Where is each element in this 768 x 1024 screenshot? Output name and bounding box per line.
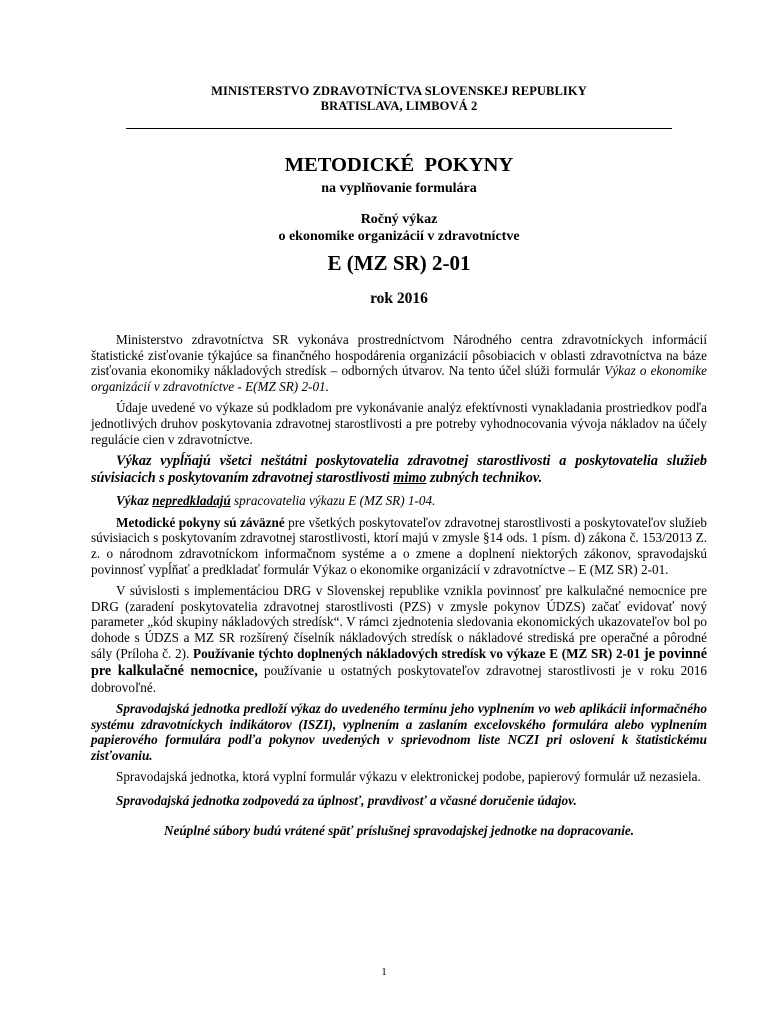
paragraph-purpose: Údaje uvedené vo výkaze sú podkladom pre vykonávanie analýz efektívnosti vynakladania prostriedkov podľa jednotlivých druhov poskytovania zdravotnej starostlivosti a pre potreby vyhodnocovania vývoja nákladov na účely regulácie cien v zdravotníctve.	[91, 400, 707, 447]
binding-text: pre všetkých poskytovateľov zdravotnej starostlivosti a poskytovateľov služieb súvisiacich s poskytovaním zdravotnej starostlivosti, ktorí majú v zmysle §14 ods. 1 písm. d) zákona č. 153/2013 Z. z. o národnom zdravotníckom informačnom systéme a o zmene a doplnení niektorých zákonov, spravodajskú povinnosť vypĺňať a predkladať formulár Výkaz o ekonomike organizácií v zdravotníctve – E (MZ SR) 2-01.	[91, 514, 708, 577]
who-fills-text-b: zubných technikov.	[426, 470, 543, 487]
who-fills-text-a: Výkaz vypĺňajú všetci neštátni poskytovatelia zdravotnej starostlivosti a poskytovatelia služieb súvisiacich s poskytovaním zdravotnej starostlivosti	[91, 453, 707, 487]
page-number: 1	[381, 966, 387, 978]
who-not-underlined: nepredkladajú	[152, 493, 231, 509]
paragraph-electronic: Spravodajská jednotka, ktorá vyplní formulár výkazu v elektronickej podobe, papierový formulár už nezasiela.	[116, 769, 701, 785]
document-page	[91, 84, 707, 838]
paragraph-submission: Spravodajská jednotka predloží výkaz do uvedeného termínu jeho vyplnením vo web aplikácii informačného systému zdravotníckych indikátorov (ISZI), vyplnením a zaslaním excelovského formulára alebo vyplnením papierového formulára podľa pokynov uvedených v sprievodnom liste NCZI pri oslovení k štatistickému zisťovaniu.	[91, 701, 707, 763]
paragraph-incomplete: Neúplné súbory budú vrátené späť príslušnej spravodajskej jednotke na dopracovanie.	[163, 822, 635, 838]
paragraph-binding	[91, 515, 707, 577]
who-not-text-b: spracovatelia výkazu E (MZ SR) 1-04.	[230, 493, 436, 509]
form-code: E (MZ SR) 2-01	[327, 251, 471, 275]
report-name-line1: Ročný výkaz	[360, 212, 438, 227]
who-not-text-a: Výkaz	[116, 493, 153, 509]
paragraph-who-not	[91, 493, 707, 509]
paragraph-responsibility: Spravodajská jednotka zodpovedá za úplnosť, pravdivosť a včasné doručenie údajov.	[116, 793, 577, 809]
ministry-name: MINISTERSTVO ZDRAVOTNÍCTVA SLOVENSKEJ REPUBLIKY	[211, 84, 587, 98]
paragraph-who-fills	[91, 453, 707, 487]
binding-bold: Metodické pokyny sú záväzné	[116, 514, 285, 530]
paragraph-intro	[91, 332, 707, 394]
paragraph-drg	[91, 583, 707, 695]
drg-bold-2: je povinné pre kalkulačné nemocnice,	[91, 645, 707, 679]
drg-text: V súvislosti s implementáciou DRG v Slovenskej republike vznikla povinnosť pre kalkulačné nemocnice pre DRG (zaradení poskytovatelia zdravotnej starostlivosti (PZS) v zmysle pokynov ÚDZS) začať evidovať nový parameter „kód skupiny nákladových stredísk“. V rámci zjednotenia sledovania ekonomických ukazovateľov bol po dohode s ÚDZS a MZ SR rozšírený číselník nákladových stredísk o nákladové strediská pre operačné a pôrodné sály (Príloha č. 2).	[91, 583, 707, 661]
report-name-line2: o ekonomike organizácií v zdravotníctve	[278, 229, 520, 244]
paragraph-intro-text: Ministerstvo zdravotníctva SR vykonáva prostredníctvom Národného centra zdravotníckych informácií štatistické zisťovanie týkajúce sa finančného hospodárenia organizácií pôsobiacich v oblasti zdravotníctva na báze zisťovania ekonomiky nákladových stredísk – odborných útvarov. Na tento účel slúži formulár	[91, 332, 707, 379]
document-subtitle: na vyplňovanie formulára	[321, 181, 477, 196]
header-divider	[126, 128, 672, 129]
document-title: METODICKÉ POKYNY	[284, 154, 514, 176]
ministry-address: BRATISLAVA, LIMBOVÁ 2	[320, 99, 478, 113]
report-year: rok 2016	[370, 290, 428, 307]
drg-tail: používanie u ostatných poskytovateľov zdravotnej starostlivosti je v roku 2016 dobrovoľné.	[91, 662, 708, 695]
who-fills-underlined: mimo	[393, 470, 427, 487]
drg-bold-1: Používanie týchto doplnených nákladových stredísk vo výkaze E (MZ SR) 2-01	[193, 645, 644, 661]
paragraph-intro-form-name: Výkaz o ekonomike organizácií v zdravotníctve - E(MZ SR) 2-01.	[91, 363, 707, 394]
